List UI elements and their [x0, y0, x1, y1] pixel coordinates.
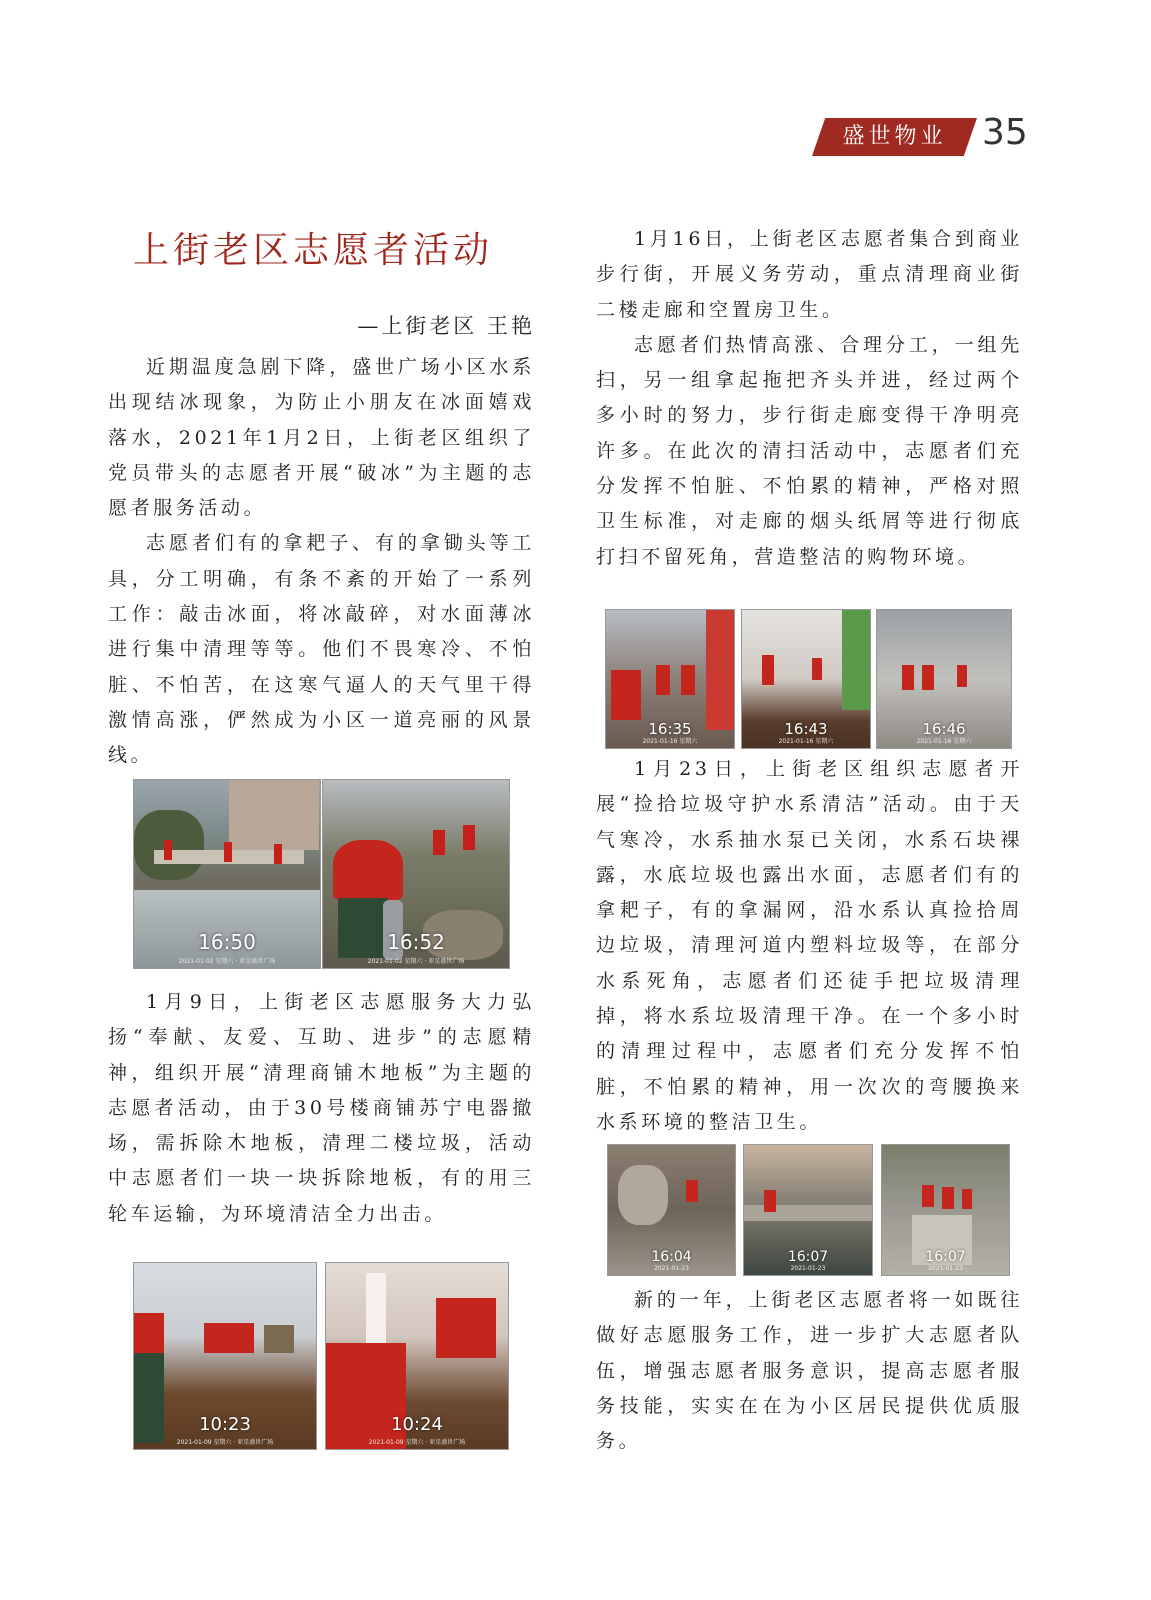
left-column-text-2: [108, 985, 535, 1232]
photo-timestamp: 10:23: [199, 1414, 251, 1435]
photo-caption: 2021-01-16 星期六: [642, 738, 698, 745]
photo-caption: 2021-01-02 星期六 · 亚星盛世广场: [367, 958, 465, 965]
photo-caption: 2021-01-09 星期六 · 亚星盛世广场: [368, 1439, 466, 1446]
photo-floor-removal-1: [133, 1262, 317, 1450]
paragraph: 新的一年，上街老区志愿者将一如既往做好志愿服务工作，进一步扩大志愿者队伍，增强志愿者服务意识，提高志愿者服务技能，实实在在为小区居民提供优质服务。: [596, 1289, 1023, 1453]
photo-timestamp: 10:24: [391, 1414, 443, 1435]
right-column-text-2: [596, 752, 1023, 1140]
photo-caption: 2021-01-16 星期六: [916, 738, 972, 745]
photo-floor-removal-2: [325, 1262, 509, 1450]
photo-water-cleanup-3: [881, 1144, 1010, 1276]
paragraph: 1月16日，上街老区志愿者集合到商业步行街，开展义务劳动，重点清理商业街二楼走廊和空置房卫生。: [596, 228, 1023, 321]
photo-timestamp: 16:46: [922, 720, 966, 738]
paragraph: 1月23日，上街老区组织志愿者开展“捡拾垃圾守护水系清洁”活动。由于天气寒冷，水系抽水泵已关闭，水系石块裸露，水底垃圾也露出水面，志愿者们有的拿耙子，有的拿漏网，沿水系认真捡拾周边垃圾，清理河道内塑料垃圾等，在部分水系死角，志愿者们还徒手把垃圾清理掉，将水系垃圾清理干净。在一个多小时的清理过程中，志愿者们充分发挥不怕脏，不怕累的精神，用一次次的弯腰换来水系环境的整洁卫生。: [596, 758, 1023, 1133]
photo-timestamp: 16:50: [198, 930, 256, 954]
photo-caption: 2021-01-23: [928, 1265, 963, 1272]
photo-hallway-cleaning-3: [876, 609, 1012, 749]
photo-timestamp: 16:04: [651, 1249, 692, 1265]
photo-caption: 2021-01-23: [654, 1265, 689, 1272]
photo-timestamp: 16:43: [784, 720, 828, 738]
article-title: 上街老区志愿者活动: [133, 230, 494, 271]
paragraph: 1月9日，上街老区志愿服务大力弘扬“奉献、友爱、互助、进步”的志愿精神，组织开展“清理商铺木地板”为主题的志愿者活动，由于30号楼商铺苏宁电器撤场，需拆除木地板，清理二楼垃圾，活动中志愿者们一块一块拆除地板，有的用三轮车运输，为环境清洁全力出击。: [108, 991, 535, 1225]
magazine-name: 盛世物业: [842, 124, 947, 149]
photo-caption: 2021-01-23: [790, 1265, 826, 1272]
paragraph: 志愿者们热情高涨、合理分工，一组先扫，另一组拿起拖把齐头并进，经过两个多小时的努力，步行街走廊变得干净明亮许多。在此次的清扫活动中，志愿者们充分发挥不怕脏、不怕累的精神，严格对照卫生标准，对走廊的烟头纸屑等进行彻底打扫不留死角，营造整洁的购物环境。: [596, 333, 1023, 568]
photo-ice-breaking-2: [322, 779, 510, 969]
left-column-text-1: [108, 350, 535, 774]
right-column-text-3: [596, 1283, 1023, 1459]
photo-ice-breaking-1: [133, 779, 321, 969]
paragraph: 近期温度急剧下降，盛世广场小区水系出现结冰现象，为防止小朋友在冰面嬉戏落水，2021年1月2日，上街老区组织了党员带头的志愿者开展“破冰”为主题的志愿者服务活动。: [108, 356, 535, 520]
magazine-header: [812, 118, 977, 156]
photo-water-cleanup-1: [607, 1144, 736, 1276]
photo-hallway-cleaning-1: [605, 609, 735, 749]
page-number: 35: [982, 112, 1028, 153]
photo-timestamp: 16:07: [925, 1249, 966, 1265]
photo-timestamp: 16:35: [648, 720, 692, 738]
paragraph: 志愿者们有的拿耙子、有的拿锄头等工具，分工明确，有条不紊的开始了一系列工作：敲击冰面，将冰敲碎，对水面薄冰进行集中清理等等。他们不畏寒冷、不怕脏、不怕苦，在这寒气逼人的天气里干得激情高涨，俨然成为小区一道亮丽的风景线。: [108, 532, 535, 767]
photo-caption: 2021-01-02 星期六 · 亚星盛世广场: [178, 958, 276, 965]
photo-timestamp: 16:52: [387, 930, 445, 954]
photo-water-cleanup-2: [743, 1144, 873, 1276]
article-author: —上街老区 王艳: [357, 314, 535, 338]
photo-caption: 2021-01-16 星期六: [778, 738, 834, 745]
photo-caption: 2021-01-09 星期六 · 亚星盛世广场: [176, 1439, 274, 1446]
photo-hallway-cleaning-2: [741, 609, 871, 749]
right-column-text-1: [596, 222, 1023, 575]
photo-timestamp: 16:07: [787, 1249, 829, 1265]
